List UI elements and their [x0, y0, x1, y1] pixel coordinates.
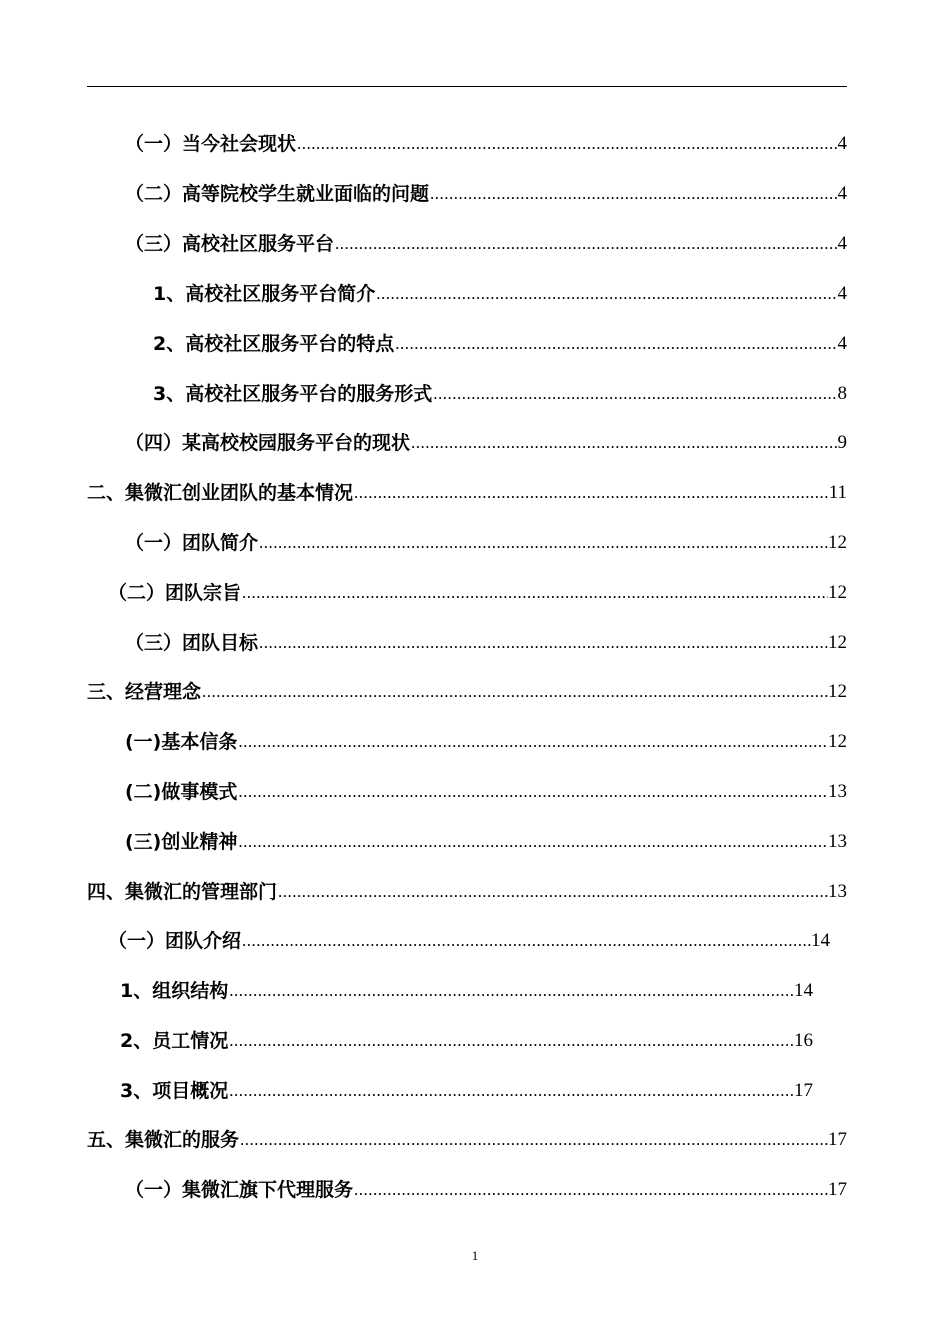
toc-page-number: 4	[837, 133, 847, 154]
toc-label: 三、经营理念	[87, 681, 202, 703]
toc-page-number: 17	[828, 1179, 847, 1200]
toc-label: 五、集微汇的服务	[87, 1129, 240, 1151]
toc-leader	[201, 680, 828, 704]
toc-entry[interactable]	[125, 525, 847, 555]
toc-page-number: 12	[828, 681, 847, 702]
toc-label: （二）高等院校学生就业面临的问题	[125, 183, 430, 205]
toc-label: （一）团队简介	[125, 532, 259, 554]
toc-label: （一）当今社会现状	[125, 133, 297, 155]
toc-entry[interactable]	[153, 326, 847, 356]
toc-page-number: 12	[828, 532, 847, 553]
toc-entry[interactable]	[125, 126, 847, 156]
toc-leader	[258, 531, 828, 555]
toc-leader	[429, 182, 837, 206]
footer-page-number: 1	[471, 1248, 479, 1263]
toc-entry[interactable]	[120, 1073, 813, 1103]
toc-label: （一）集微汇旗下代理服务	[125, 1179, 354, 1201]
toc-leader	[237, 780, 828, 804]
toc-label: 1、高校社区服务平台简介	[153, 283, 376, 305]
toc-entry[interactable]	[125, 176, 847, 206]
toc-leader	[432, 382, 837, 406]
toc-label: （三）团队目标	[125, 632, 259, 654]
toc-leader	[228, 979, 794, 1003]
toc-entry[interactable]	[87, 1122, 847, 1152]
toc-page-number: 12	[828, 731, 847, 752]
toc-page-number: 16	[794, 1030, 813, 1051]
toc-entry[interactable]	[125, 425, 847, 455]
toc-label: (三)创业精神	[125, 831, 238, 853]
toc-entry[interactable]	[153, 376, 847, 406]
toc-leader	[334, 232, 837, 256]
toc-entry[interactable]	[125, 1172, 847, 1202]
toc-page-number: 17	[828, 1129, 847, 1150]
toc-entry[interactable]	[153, 276, 847, 306]
toc-entry[interactable]	[108, 923, 830, 953]
toc-leader	[353, 1178, 828, 1202]
toc-entry[interactable]	[125, 226, 847, 256]
toc-label: 3、项目概况	[120, 1080, 229, 1102]
toc-label: （一）团队介绍	[108, 930, 242, 952]
toc-entry[interactable]	[87, 475, 847, 505]
toc-label: 1、组织结构	[120, 980, 229, 1002]
toc-leader	[228, 1029, 794, 1053]
toc-leader	[410, 431, 837, 455]
toc-leader	[394, 332, 837, 356]
toc-page-number: 12	[828, 632, 847, 653]
toc-page-number: 14	[794, 980, 813, 1001]
toc-label: 二、集微汇创业团队的基本情况	[87, 482, 354, 504]
toc-label: （三）高校社区服务平台	[125, 233, 335, 255]
toc-leader	[353, 481, 829, 505]
toc-label: 2、高校社区服务平台的特点	[153, 333, 395, 355]
toc-page-number: 4	[837, 333, 847, 354]
toc-leader	[237, 830, 828, 854]
toc-leader	[241, 581, 828, 605]
toc-entry[interactable]	[120, 973, 813, 1003]
toc-leader	[241, 929, 811, 953]
toc-page-number: 11	[828, 482, 847, 503]
toc-page-number: 12	[828, 582, 847, 603]
toc-leader	[296, 132, 837, 156]
toc-label: 2、员工情况	[120, 1030, 229, 1052]
toc-leader	[228, 1079, 794, 1103]
toc-label: （二）团队宗旨	[108, 582, 242, 604]
toc-page-number: 4	[837, 283, 847, 304]
toc-page-number: 13	[828, 881, 847, 902]
toc-leader	[258, 631, 828, 655]
toc-label: （四）某高校校园服务平台的现状	[125, 432, 411, 454]
toc-leader	[237, 730, 828, 754]
toc-label: 四、集微汇的管理部门	[87, 881, 278, 903]
toc-label: 3、高校社区服务平台的服务形式	[153, 383, 433, 405]
toc-entry[interactable]	[125, 824, 847, 854]
toc-page-number: 13	[828, 781, 847, 802]
toc-entry[interactable]	[125, 774, 847, 804]
toc-label: (二)做事模式	[125, 781, 238, 803]
toc-page-number: 17	[794, 1080, 813, 1101]
header-rule	[87, 86, 847, 87]
toc-label: (一)基本信条	[125, 731, 238, 753]
toc-leader	[375, 282, 837, 306]
toc-entry[interactable]	[87, 874, 847, 904]
toc-entry[interactable]	[120, 1023, 813, 1053]
toc-page-number: 4	[837, 183, 847, 204]
toc-leader	[277, 880, 828, 904]
toc-leader	[239, 1128, 828, 1152]
toc-page-number: 9	[837, 432, 847, 453]
toc-page-number: 13	[828, 831, 847, 852]
toc-entry[interactable]	[87, 674, 847, 704]
toc-page-number: 14	[811, 930, 830, 951]
toc-page-number: 8	[837, 383, 847, 404]
toc-entry[interactable]	[108, 575, 847, 605]
toc-entry[interactable]	[125, 625, 847, 655]
toc-entry[interactable]	[125, 724, 847, 754]
toc-page-number: 4	[837, 233, 847, 254]
